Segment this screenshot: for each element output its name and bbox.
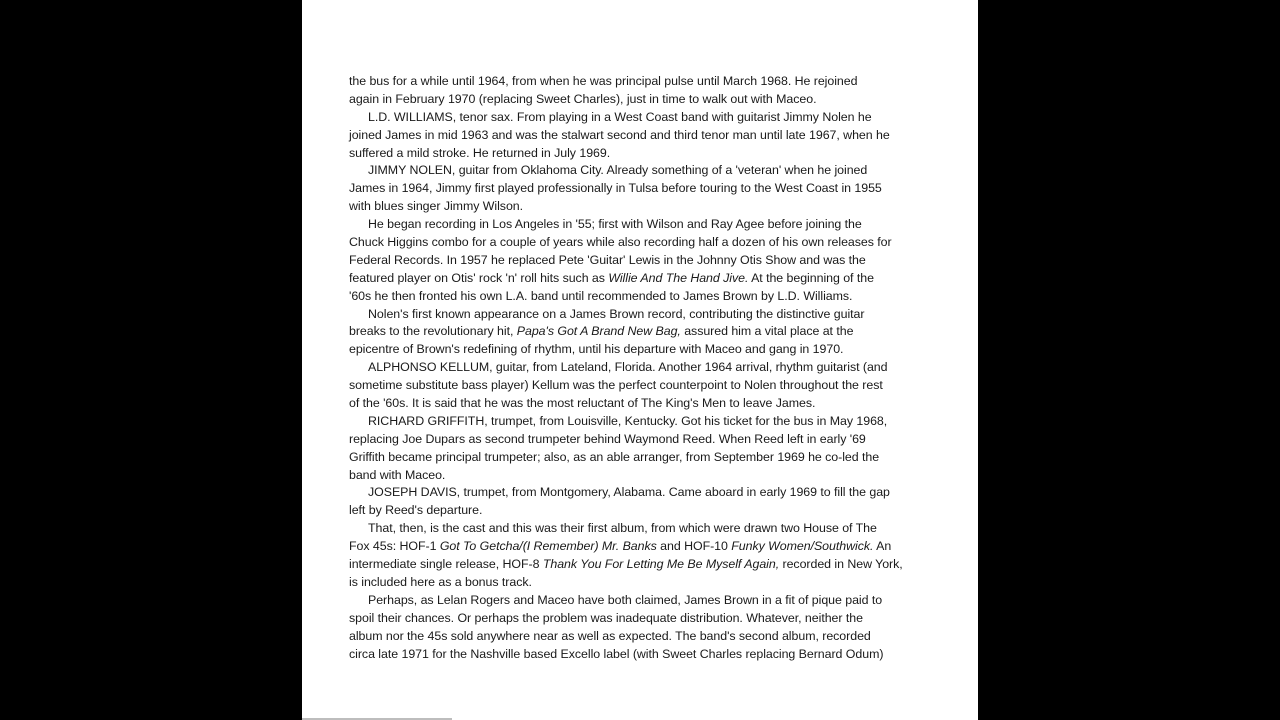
text-line bbox=[349, 574, 949, 592]
text-line bbox=[349, 234, 949, 252]
text-run: L.D. WILLIAMS, tenor sax. From playing in a West Coast band with guitarist Jimmy Nolen he bbox=[368, 109, 872, 124]
text-run: Federal Records. In 1957 he replaced Pete 'Guitar' Lewis in the Johnny Otis Show and was the bbox=[349, 252, 866, 267]
text-line bbox=[349, 252, 949, 270]
text-line bbox=[349, 341, 949, 359]
text-run: featured player on Otis' rock 'n' roll hits such as bbox=[349, 270, 609, 285]
text-line bbox=[349, 127, 949, 145]
text-run: ALPHONSO KELLUM, guitar, from Lateland, Florida. Another 1964 arrival, rhythm guitarist (and bbox=[368, 360, 888, 375]
text-run: is included here as a bonus track. bbox=[349, 574, 532, 589]
italic-title: Got To Getcha/(I Remember) Mr. Banks bbox=[439, 539, 657, 554]
text-line bbox=[349, 449, 949, 467]
text-run: sometime substitute bass player) Kellum was the perfect counterpoint to Nolen throughout the rest bbox=[349, 378, 883, 393]
text-run: album nor the 45s sold anywhere near as well as expected. The band's second album, recorded bbox=[349, 628, 871, 643]
text-line bbox=[349, 359, 949, 377]
text-line bbox=[349, 628, 949, 646]
text-run: Fox 45s: HOF-1 bbox=[349, 539, 440, 554]
italic-title: Thank You For Letting Me Be Myself Again, bbox=[542, 557, 780, 572]
text-run: '60s he then fronted his own L.A. band until recommended to James Brown by L.D. Williams. bbox=[349, 288, 853, 303]
text-line bbox=[349, 556, 949, 574]
text-run: He began recording in Los Angeles in '55; first with Wilson and Ray Agee before joining the bbox=[368, 217, 862, 232]
text-run: That, then, is the cast and this was their first album, from which were drawn two House of The bbox=[368, 521, 877, 536]
text-line bbox=[349, 520, 949, 538]
italic-title: Willie And The Hand Jive. bbox=[608, 270, 749, 285]
text-run: Chuck Higgins combo for a couple of years while also recording half a dozen of his own releases for bbox=[349, 235, 892, 250]
text-line bbox=[349, 646, 949, 664]
text-line bbox=[349, 467, 949, 485]
text-line bbox=[349, 288, 949, 306]
italic-title: Papa's Got A Brand New Bag, bbox=[516, 324, 681, 339]
text-line bbox=[349, 162, 949, 180]
text-run: with blues singer Jimmy Wilson. bbox=[349, 199, 524, 214]
text-run: assured him a vital place at the bbox=[680, 324, 854, 339]
text-run: replacing Joe Dupars as second trumpeter behind Waymond Reed. When Reed left in early '69 bbox=[349, 431, 866, 446]
text-line bbox=[349, 610, 949, 628]
text-run: Perhaps, as Lelan Rogers and Maceo have both claimed, James Brown in a fit of pique paid to bbox=[368, 592, 883, 607]
document-page bbox=[302, 0, 978, 720]
text-line bbox=[349, 306, 949, 324]
text-run: intermediate single release, HOF-8 bbox=[349, 557, 543, 572]
text-line bbox=[349, 395, 949, 413]
text-run: circa late 1971 for the Nashville based Excello label (with Sweet Charles replacing Bernard Odum) bbox=[349, 646, 884, 661]
text-run: RICHARD GRIFFITH, trumpet, from Louisville, Kentucky. Got his ticket for the bus in May 1968, bbox=[368, 413, 888, 428]
text-run: JIMMY NOLEN, guitar from Oklahoma City. Already something of a 'veteran' when he joined bbox=[368, 163, 868, 178]
text-run: recorded in New York, bbox=[779, 557, 903, 572]
text-line bbox=[349, 91, 949, 109]
text-run: of the '60s. It is said that he was the most reluctant of The King's Men to leave James. bbox=[349, 396, 816, 411]
text-line bbox=[349, 484, 949, 502]
text-line bbox=[349, 413, 949, 431]
text-line bbox=[349, 180, 949, 198]
text-line bbox=[349, 592, 949, 610]
text-line bbox=[349, 270, 949, 288]
text-run: spoil their chances. Or perhaps the problem was inadequate distribution. Whatever, neither the bbox=[349, 610, 863, 625]
text-run: Nolen's first known appearance on a James Brown record, contributing the distinctive guitar bbox=[368, 306, 865, 321]
text-run: again in February 1970 (replacing Sweet Charles), just in time to walk out with Maceo. bbox=[349, 91, 817, 106]
text-run: JOSEPH DAVIS, trumpet, from Montgomery, Alabama. Came aboard in early 1969 to fill the gap bbox=[368, 485, 890, 500]
text-run: James in 1964, Jimmy first played professionally in Tulsa before touring to the West Coast in 1955 bbox=[349, 181, 882, 196]
text-line bbox=[349, 431, 949, 449]
text-run: At the beginning of the bbox=[748, 270, 874, 285]
text-run: An bbox=[873, 539, 892, 554]
text-line bbox=[349, 109, 949, 127]
text-line bbox=[349, 502, 949, 520]
text-run: and HOF-10 bbox=[656, 539, 732, 554]
text-line bbox=[349, 198, 949, 216]
text-run: Griffith became principal trumpeter; also, as an able arranger, from September 1969 he co-led the bbox=[349, 449, 880, 464]
text-run: epicentre of Brown's redefining of rhythm, until his departure with Maceo and gang in 1970. bbox=[349, 342, 844, 357]
text-run: joined James in mid 1963 and was the stalwart second and third tenor man until late 1967, when he bbox=[349, 127, 890, 142]
text-run: band with Maceo. bbox=[349, 467, 446, 482]
text-run: suffered a mild stroke. He returned in July 1969. bbox=[349, 145, 611, 160]
text-line bbox=[349, 323, 949, 341]
text-line bbox=[349, 538, 949, 556]
body-text bbox=[349, 73, 949, 663]
text-line bbox=[349, 377, 949, 395]
text-run: the bus for a while until 1964, from when he was principal pulse until March 1968. He rejoined bbox=[349, 74, 858, 88]
text-run: left by Reed's departure. bbox=[349, 503, 483, 518]
text-line bbox=[349, 73, 949, 91]
text-run: breaks to the revolutionary hit, bbox=[349, 324, 517, 339]
text-line bbox=[349, 216, 949, 234]
italic-title: Funky Women/Southwick. bbox=[731, 539, 874, 554]
text-line bbox=[349, 145, 949, 163]
